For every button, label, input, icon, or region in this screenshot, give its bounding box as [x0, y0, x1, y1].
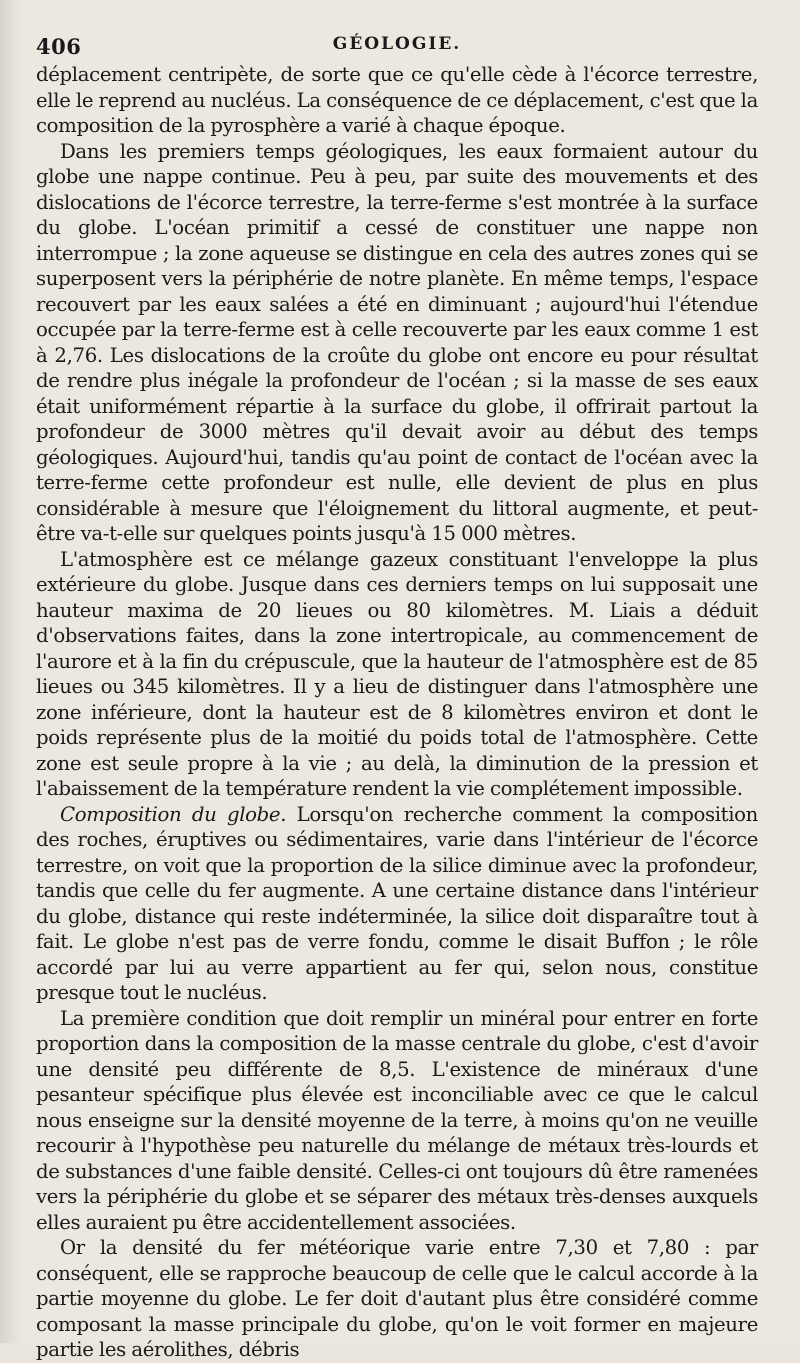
paragraph-oceans	[36, 139, 758, 547]
paragraph-text: Or la densité du fer météorique varie entre 7,30 et 7,80 : par conséquent, elle se rapproche beaucoup de celle que le calcul accorde à la partie moyenne du globe. Le fer doit d'autant plus être considéré comme composant la masse principale du globe, qu'on le voit former en majeure partie les aérolithes, débris	[36, 1236, 758, 1361]
running-head	[36, 30, 758, 62]
paragraph-density	[36, 1006, 758, 1236]
paragraph-meteoric-iron	[36, 1235, 758, 1363]
paragraph-atmosphere	[36, 547, 758, 802]
page-number: 406	[36, 34, 82, 59]
paragraph-text: Lorsqu'on recherche comment la composition des roches, éruptives ou sédimentaires, varie dans l'intérieur de l'écorce terrestre, on voit que la proportion de la silice diminue avec la profondeur, tandis que celle du fer augmente. A une certaine distance dans l'intérieur du globe, distance qui reste indéterminée, la silice doit disparaître tout à fait. Le globe n'est pas de verre fondu, comme le disait Buffon ; le rôle accordé par lui au verre appartient au fer qui, selon nous, constitue presque tout le nucléus.	[36, 802, 758, 1004]
paragraph-text: La première condition que doit remplir un minéral pour entrer en forte proportion dans la composition de la masse centrale du globe, c'est d'avoir une densité peu différente de 8,5. L'existence de minéraux d'une pesanteur spécifique plus élevée est inconciliable avec ce que le calcul nous enseigne sur la densité moyenne de la terre, à moins qu'on ne veuille recourir à l'hypothèse peu naturelle du mélange de métaux très-lourds et de substances d'une faible densité. Celles-ci ont toujours dû être ramenées vers la périphérie du globe et se séparer des métaux très-denses auxquels elles auraient pu être accidentellement associées.	[36, 1006, 758, 1234]
paragraph-text: déplacement centripète, de sorte que ce qu'elle cède à l'écorce terrestre, elle le reprend au nucléus. La conséquence de ce déplacement, c'est que la composition de la pyrosphère a varié à chaque époque.	[36, 63, 758, 137]
paragraph-continuation	[36, 62, 758, 139]
paragraph-text: Dans les premiers temps géologiques, les eaux formaient autour du globe une nappe continue. Peu à peu, par suite des mouvements et des dislocations de l'écorce terrestre, la terre-ferme s'est montrée à la surface du globe. L'océan primitif a cessé de constituer une nappe non interrompue ; la zone aqueuse se distingue en cela des autres zones qui se superposent vers la périphérie de notre planète. En même temps, l'espace recouvert par les eaux salées a été en diminuant ; aujourd'hui l'étendue occupée par la terre-ferme est à celle recouverte par les eaux comme 1 est à 2,76. Les dislocations de la croûte du globe ont encore eu pour résultat de rendre plus inégale la profondeur de l'océan ; si la masse de ses eaux était uniformément répartie à la surface du globe, il offrirait partout la profondeur de 3000 mètres qu'il devait avoir au début des temps géologiques. Aujourd'hui, tandis qu'au point de contact de l'océan avec la terre-ferme cette profondeur est nulle, elle devient de plus en plus considérable à mesure que l'éloignement du littoral augmente, et peut-être va-t-elle sur quelques points jusqu'à 15 000 mètres.	[36, 139, 758, 545]
paragraph-text: L'atmosphère est ce mélange gazeux constituant l'enveloppe la plus extérieure du globe. Jusque dans ces derniers temps on lui supposait une hauteur maxima de 20 lieues ou 80 kilomètres. M. Liais a déduit d'observations faites, dans la zone intertropicale, au commencement de l'aurore et à la fin du crépuscule, que la hauteur de l'atmosphère est de 85 lieues ou 345 kilomètres. Il y a lieu de distinguer dans l'atmosphère une zone inférieure, dont la hauteur est de 8 kilomètres environ et dont le poids représente plus de la moitié du poids total de l'atmosphère. Cette zone est seule propre à la vie ; au delà, la diminution de la pression et l'abaissement de la température rendent la vie complétement impossible.	[36, 547, 758, 800]
body-text	[36, 62, 758, 1363]
paragraph-composition	[36, 802, 758, 1006]
section-title: Composition du globe.	[60, 802, 287, 826]
running-title: GÉOLOGIE.	[332, 34, 462, 54]
